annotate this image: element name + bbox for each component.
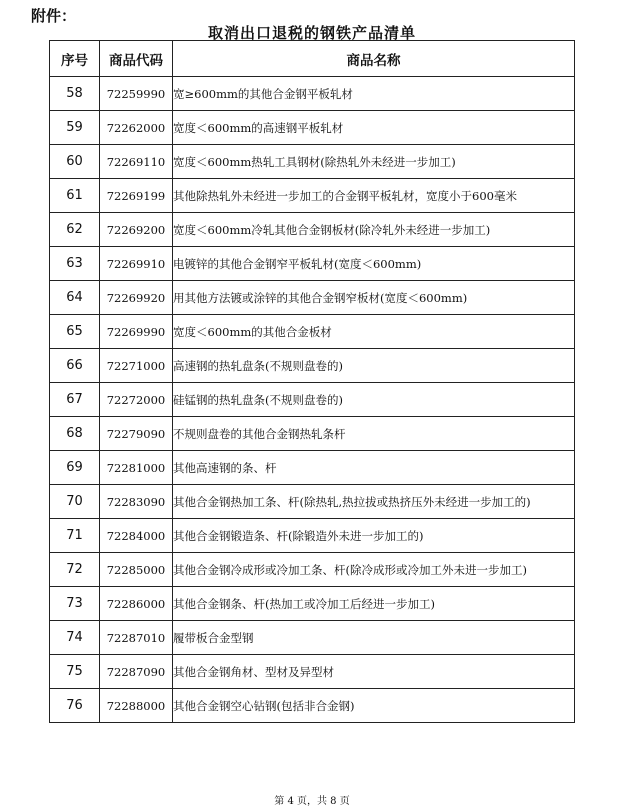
row-seq: 71: [50, 519, 100, 553]
row-name: 高速钢的热轧盘条(不规则盘卷的): [173, 349, 575, 383]
table-row: [50, 485, 575, 519]
row-code: 72272000: [100, 383, 173, 417]
row-seq: 75: [50, 655, 100, 689]
row-code: 72286000: [100, 587, 173, 621]
table-row: [50, 383, 575, 417]
row-code: 72269920: [100, 281, 173, 315]
header-code: 商品代码: [100, 41, 173, 77]
table-header-row: [50, 41, 575, 77]
row-seq: 69: [50, 451, 100, 485]
row-seq: 73: [50, 587, 100, 621]
row-code: 72287090: [100, 655, 173, 689]
row-code: 72269990: [100, 315, 173, 349]
row-seq: 74: [50, 621, 100, 655]
row-name: 宽度＜600mm的其他合金板材: [173, 315, 575, 349]
row-seq: 59: [50, 111, 100, 145]
table-row: [50, 621, 575, 655]
row-seq: 64: [50, 281, 100, 315]
row-code: 72262000: [100, 111, 173, 145]
page-footer: 第 4 页，共 8 页: [274, 796, 350, 807]
row-name: 其他合金钢空心钻钢(包括非合金钢): [173, 689, 575, 723]
row-code: 72288000: [100, 689, 173, 723]
row-seq: 65: [50, 315, 100, 349]
row-code: 72281000: [100, 451, 173, 485]
product-table: [49, 40, 575, 723]
header-name: 商品名称: [173, 41, 575, 77]
row-seq: 62: [50, 213, 100, 247]
table-row: [50, 179, 575, 213]
row-code: 72269200: [100, 213, 173, 247]
row-name: 宽度＜600mm热轧工具钢材(除热轧外未经进一步加工): [173, 145, 575, 179]
row-seq: 63: [50, 247, 100, 281]
table-row: [50, 315, 575, 349]
row-code: 72259990: [100, 77, 173, 111]
row-code: 72283090: [100, 485, 173, 519]
row-name: 不规则盘卷的其他合金钢热轧条杆: [173, 417, 575, 451]
table-body: [50, 77, 575, 723]
table-row: [50, 417, 575, 451]
row-name: 硅锰钢的热轧盘条(不规则盘卷的): [173, 383, 575, 417]
header-seq: 序号: [50, 41, 100, 77]
table-row: [50, 213, 575, 247]
row-name: 电镀锌的其他合金钢窄平板轧材(宽度＜600mm): [173, 247, 575, 281]
row-name: 宽度＜600mm的高速钢平板轧材: [173, 111, 575, 145]
table-row: [50, 77, 575, 111]
table-row: [50, 689, 575, 723]
row-name: 其他合金钢条、杆(热加工或冷加工后经进一步加工): [173, 587, 575, 621]
row-seq: 67: [50, 383, 100, 417]
row-name: 其他合金钢冷成形或冷加工条、杆(除冷成形或冷加工外未进一步加工): [173, 553, 575, 587]
row-code: 72279090: [100, 417, 173, 451]
row-seq: 70: [50, 485, 100, 519]
row-name: 其他除热轧外未经进一步加工的合金钢平板轧材，宽度小于600毫米: [173, 179, 575, 213]
table-row: [50, 553, 575, 587]
attachment-label: 附件：: [31, 7, 77, 25]
table-row: [50, 519, 575, 553]
row-name: 宽≥600mm的其他合金钢平板轧材: [173, 77, 575, 111]
table-row: [50, 247, 575, 281]
row-seq: 60: [50, 145, 100, 179]
table-row: [50, 451, 575, 485]
table-row: [50, 111, 575, 145]
row-seq: 66: [50, 349, 100, 383]
row-code: 72269910: [100, 247, 173, 281]
row-name: 其他合金钢锻造条、杆(除锻造外未进一步加工的): [173, 519, 575, 553]
row-seq: 68: [50, 417, 100, 451]
row-code: 72269110: [100, 145, 173, 179]
table-row: [50, 145, 575, 179]
row-name: 其他合金钢角材、型材及异型材: [173, 655, 575, 689]
row-name: 其他高速钢的条、杆: [173, 451, 575, 485]
row-name: 其他合金钢热加工条、杆(除热轧,热拉拔或热挤压外未经进一步加工的): [173, 485, 575, 519]
table-row: [50, 587, 575, 621]
table-row: [50, 281, 575, 315]
row-seq: 58: [50, 77, 100, 111]
row-code: 72284000: [100, 519, 173, 553]
row-code: 72287010: [100, 621, 173, 655]
row-name: 用其他方法镀或涂锌的其他合金钢窄板材(宽度＜600mm): [173, 281, 575, 315]
row-name: 宽度＜600mm冷轧其他合金钢板材(除冷轧外未经进一步加工): [173, 213, 575, 247]
row-seq: 72: [50, 553, 100, 587]
row-seq: 76: [50, 689, 100, 723]
row-name: 履带板合金型钢: [173, 621, 575, 655]
row-code: 72269199: [100, 179, 173, 213]
table-row: [50, 349, 575, 383]
table-row: [50, 655, 575, 689]
row-code: 72271000: [100, 349, 173, 383]
document-title: 取消出口退税的钢铁产品清单: [207, 24, 416, 42]
row-seq: 61: [50, 179, 100, 213]
row-code: 72285000: [100, 553, 173, 587]
